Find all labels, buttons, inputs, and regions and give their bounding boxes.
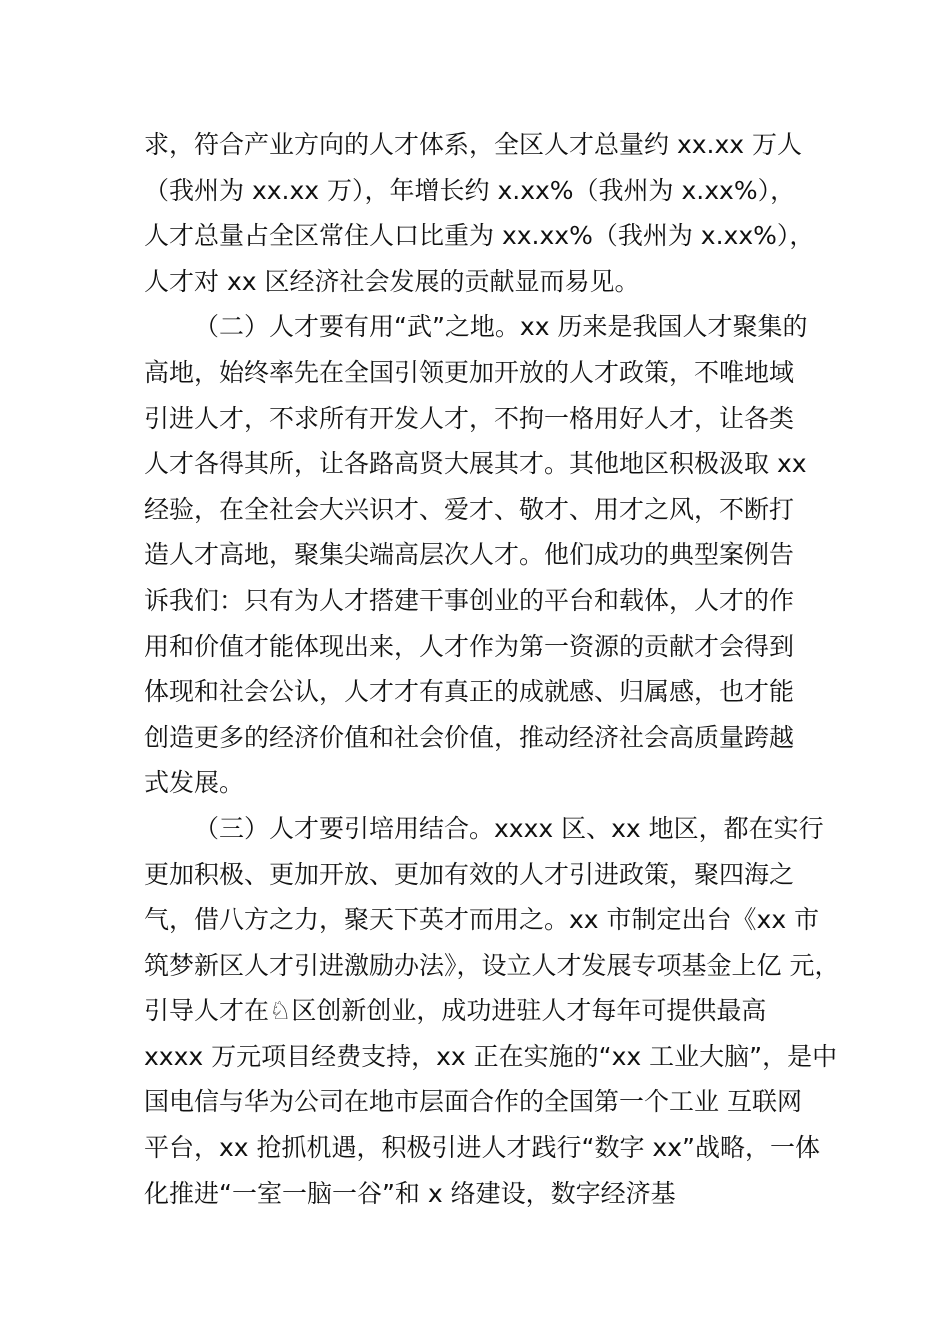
paragraph-heading-line: （二）人才要有用“武”之地。xx 历来是我国人才聚集的 bbox=[194, 312, 808, 342]
text-line: 高地，始终率先在全国引领更加开放的人才政策，不唯地域 bbox=[144, 357, 795, 387]
text-line: 式发展。 bbox=[144, 768, 245, 798]
text-line: （我州为 xx.xx 万），年增长约 x.xx%（我州为 x.xx%）， bbox=[144, 175, 796, 205]
paragraph-heading-line: （三）人才要引培用结合。xxxx 区、xx 地区，都在实行 bbox=[194, 813, 824, 843]
text-line: 造人才高地，聚集尖端高层次人才。他们成功的典型案例告 bbox=[144, 540, 795, 570]
text-line: 人才总量占全区常住人口比重为 xx.xx%（我州为 x.xx%）， bbox=[144, 221, 815, 251]
text-line: 气，借八方之力，聚天下英才而用之。xx 市制定出台《xx 市 bbox=[144, 905, 820, 935]
text-line: 体现和社会公认，人才才有真正的成就感、归属感，也才能 bbox=[144, 677, 795, 707]
text-line: 用和价值才能体现出来，人才作为第一资源的贡献才会得到 bbox=[144, 631, 795, 661]
text-line: 创造更多的经济价值和社会价值，推动经济社会高质量跨越 bbox=[144, 722, 795, 752]
text-line: 人才各得其所，让各路高贤大展其才。其他地区积极汲取 xx bbox=[144, 449, 807, 479]
text-line: 经验，在全社会大兴识才、爱才、敬才、用才之风，不断打 bbox=[144, 494, 795, 524]
text-line: 国电信与华为公司在地市层面合作的全国第一个工业 互联网 bbox=[144, 1087, 802, 1117]
text-line: xxxx 万元项目经费支持，xx 正在实施的“xx 工业大脑”，是中 bbox=[144, 1041, 838, 1071]
text-line: 更加积极、更加开放、更加有效的人才引进政策，聚四海之 bbox=[144, 859, 795, 889]
text-line: 求，符合产业方向的人才体系，全区人才总量约 xx.xx 万人 bbox=[144, 130, 803, 159]
text-line: 引导人才在♘区创新创业，成功进驻人才每年可提供最高 bbox=[144, 996, 767, 1026]
text-line: 平台，xx 抢抓机遇，积极引进人才践行“数字 xx”战略，一体 bbox=[144, 1133, 820, 1163]
text-line: 筑梦新区人才引进激励办法》，设立人才发展专项基金上亿 元， bbox=[144, 950, 840, 980]
text-line: 诉我们：只有为人才搭建干事创业的平台和载体，人才的作 bbox=[144, 585, 795, 615]
text-line: 化推进“一室一脑一谷”和 x 络建设，数字经济基 bbox=[144, 1178, 676, 1208]
text-line: 引进人才，不求所有开发人才，不拘一格用好人才，让各类 bbox=[144, 403, 795, 433]
text-line: 人才对 xx 区经济社会发展的贡献显而易见。 bbox=[144, 266, 640, 296]
body-text bbox=[144, 122, 840, 1216]
